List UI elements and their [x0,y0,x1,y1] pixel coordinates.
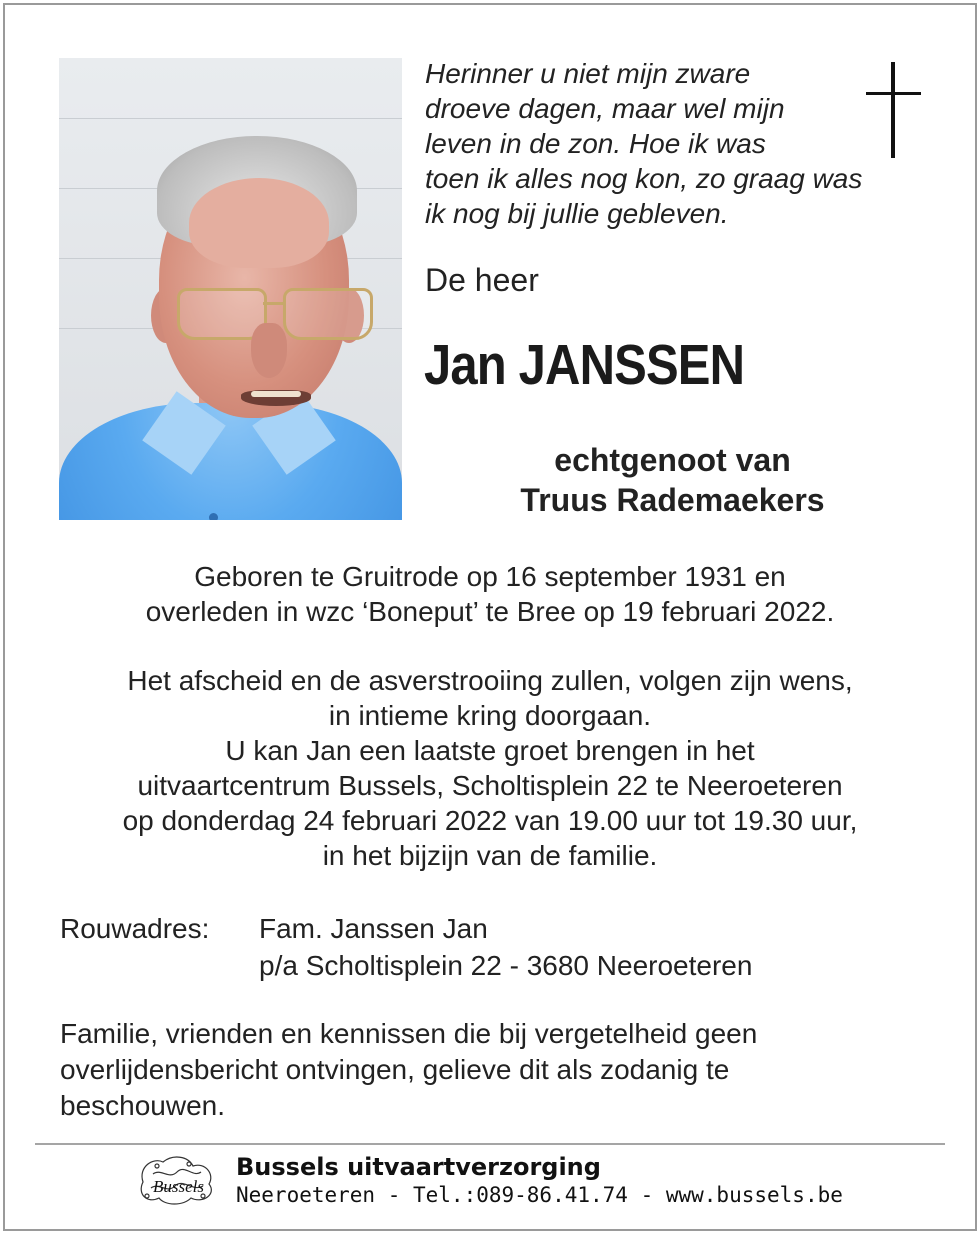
cross-horizontal [866,92,921,95]
cross-vertical [891,62,895,158]
memorial-poem [425,56,925,231]
poem-line: toen ik alles nog kon, zo graag was [425,163,863,194]
spouse-name: Truus Rademaekers [520,482,825,518]
poem-line: droeve dagen, maar wel mijn [425,93,785,124]
poem-line: Herinner u niet mijn zware [425,58,751,89]
footer-divider [35,1143,945,1145]
farewell-line: Het afscheid en de asverstrooiing zullen, volgen zijn wens, [127,665,853,696]
farewell-line: in het bijzijn van de familie. [322,840,658,871]
glasses-bridge [263,302,285,305]
shirt-button [209,513,218,520]
wall-line [59,118,402,119]
farewell-line: uitvaartcentrum Bussels, Scholtisplein 22 te Neeroeteren [137,770,843,801]
notice-note [60,1016,940,1124]
footer-company: Bussels uitvaartverzorging [236,1153,601,1181]
portrait-nose [251,323,287,378]
poem-line: leven in de zon. Hoe ik was [425,128,766,159]
note-line: Familie, vrienden en kennissen die bij vergetelheid geen [60,1018,758,1049]
portrait-teeth [251,391,301,397]
birth-line: Geboren te Gruitrode op 16 september 1931 en [194,561,786,592]
address-line-1: Fam. Janssen Jan [259,913,488,944]
portrait-shirt [59,403,402,520]
farewell-line: op donderdag 24 februari 2022 van 19.00 uur tot 19.30 uur, [122,805,858,836]
poem-line: ik nog bij jullie gebleven. [425,198,729,229]
farewell-line: U kan Jan een laatste groet brengen in het [225,735,755,766]
note-line: beschouwen. [60,1090,226,1121]
relation-label: echtgenoot van [554,442,791,478]
address-label: Rouwadres: [60,913,210,944]
bussels-logo-icon [133,1152,221,1207]
logo-wordmark: Bussels [153,1177,204,1196]
portrait-forehead [189,178,329,268]
portrait-photo [59,58,402,520]
farewell-line: in intieme kring doorgaan. [328,700,652,731]
death-line: overleden in wzc ‘Boneput’ te Bree op 19 februari 2022. [145,596,835,627]
deceased-name: Jan JANSSEN [424,333,745,397]
note-line: overlijdensbericht ontvingen, gelieve dit als zodanig te [60,1054,730,1085]
address-line-2: p/a Scholtisplein 22 - 3680 Neeroeteren [259,950,753,981]
glasses-lens [283,288,373,340]
cross-icon [866,62,921,158]
spouse-block [440,440,905,520]
farewell-details [40,663,940,873]
birth-death-details [40,559,940,629]
footer-contact: Neeroeteren - Tel.:089-86.41.74 - www.bussels.be [236,1183,843,1207]
honorific: De heer [425,262,539,298]
